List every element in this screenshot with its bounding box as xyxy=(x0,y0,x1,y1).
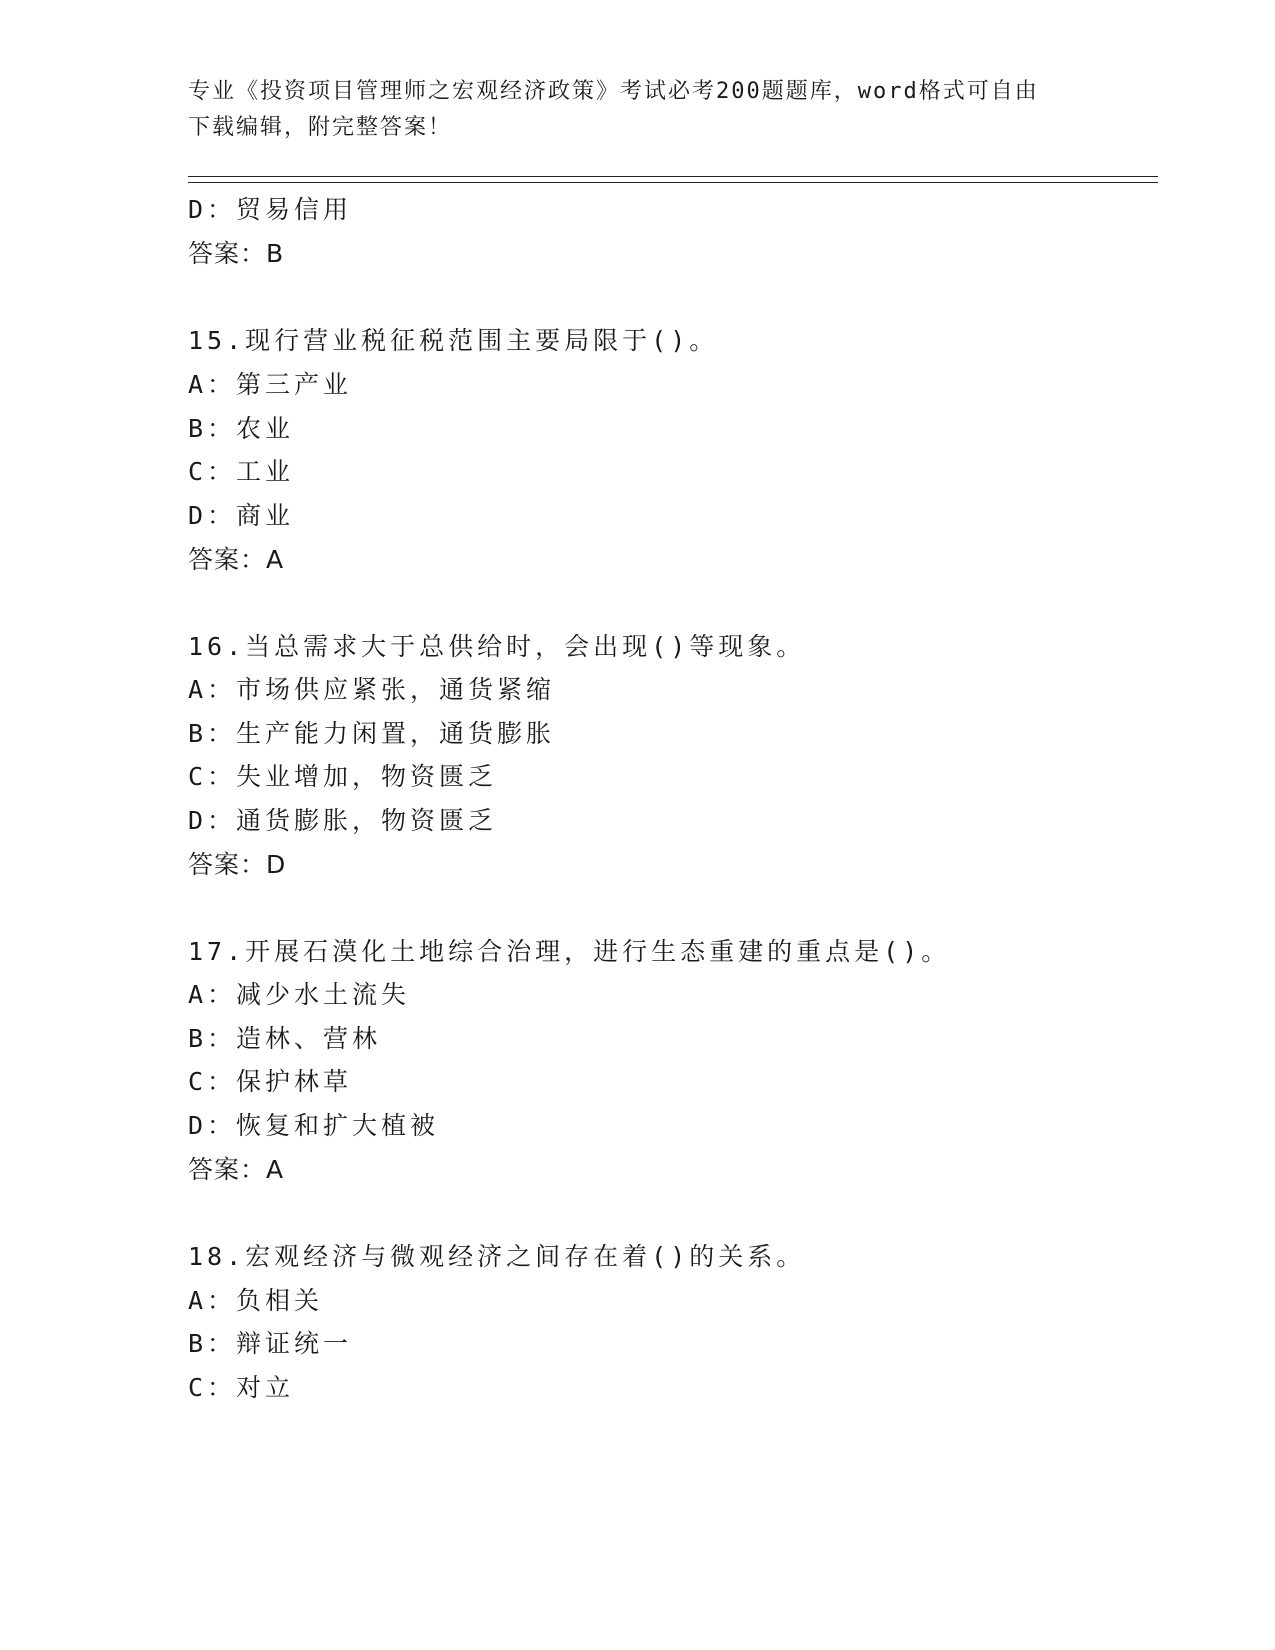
option-line: D：商业 xyxy=(188,501,295,530)
option-line: A：市场供应紧张，通货紧缩 xyxy=(188,675,556,704)
option-line: A：负相关 xyxy=(188,1286,324,1315)
option-line: C：工业 xyxy=(188,457,295,486)
option-line: C：失业增加，物资匮乏 xyxy=(188,762,498,791)
answer-line: 答案：A xyxy=(188,545,285,574)
question-stem: 17.开展石漠化土地综合治理，进行生态重建的重点是()。 xyxy=(188,937,951,966)
option-line: D：通货膨胀，物资匮乏 xyxy=(188,806,498,835)
header-divider-top xyxy=(188,176,1158,177)
option-line: B：辩证统一 xyxy=(188,1329,353,1358)
option-line: A：减少水土流失 xyxy=(188,980,411,1009)
header-divider-bottom xyxy=(188,182,1158,183)
answer-line: 答案：B xyxy=(188,239,285,268)
option-line: B：造林、营林 xyxy=(188,1024,382,1053)
option-line: B：农业 xyxy=(188,414,295,443)
option-line: D：恢复和扩大植被 xyxy=(188,1111,440,1140)
answer-line: 答案：D xyxy=(188,850,287,879)
document-header xyxy=(188,74,1088,146)
question-stem: 16.当总需求大于总供给时，会出现()等现象。 xyxy=(188,632,806,661)
header-line-1: 专业《投资项目管理师之宏观经济政策》考试必考200题题库，word格式可自由 xyxy=(188,79,1039,104)
option-line: C：保护林草 xyxy=(188,1067,353,1096)
header-line-2: 下载编辑，附完整答案！ xyxy=(188,115,453,140)
option-line: B：生产能力闲置，通货膨胀 xyxy=(188,719,556,748)
option-line: C：对立 xyxy=(188,1373,295,1402)
question-stem: 15.现行营业税征税范围主要局限于()。 xyxy=(188,326,719,355)
answer-line: 答案：A xyxy=(188,1155,285,1184)
option-line: D：贸易信用 xyxy=(188,195,353,224)
question-stem: 18.宏观经济与微观经济之间存在着()的关系。 xyxy=(188,1242,806,1271)
option-line: A：第三产业 xyxy=(188,370,353,399)
